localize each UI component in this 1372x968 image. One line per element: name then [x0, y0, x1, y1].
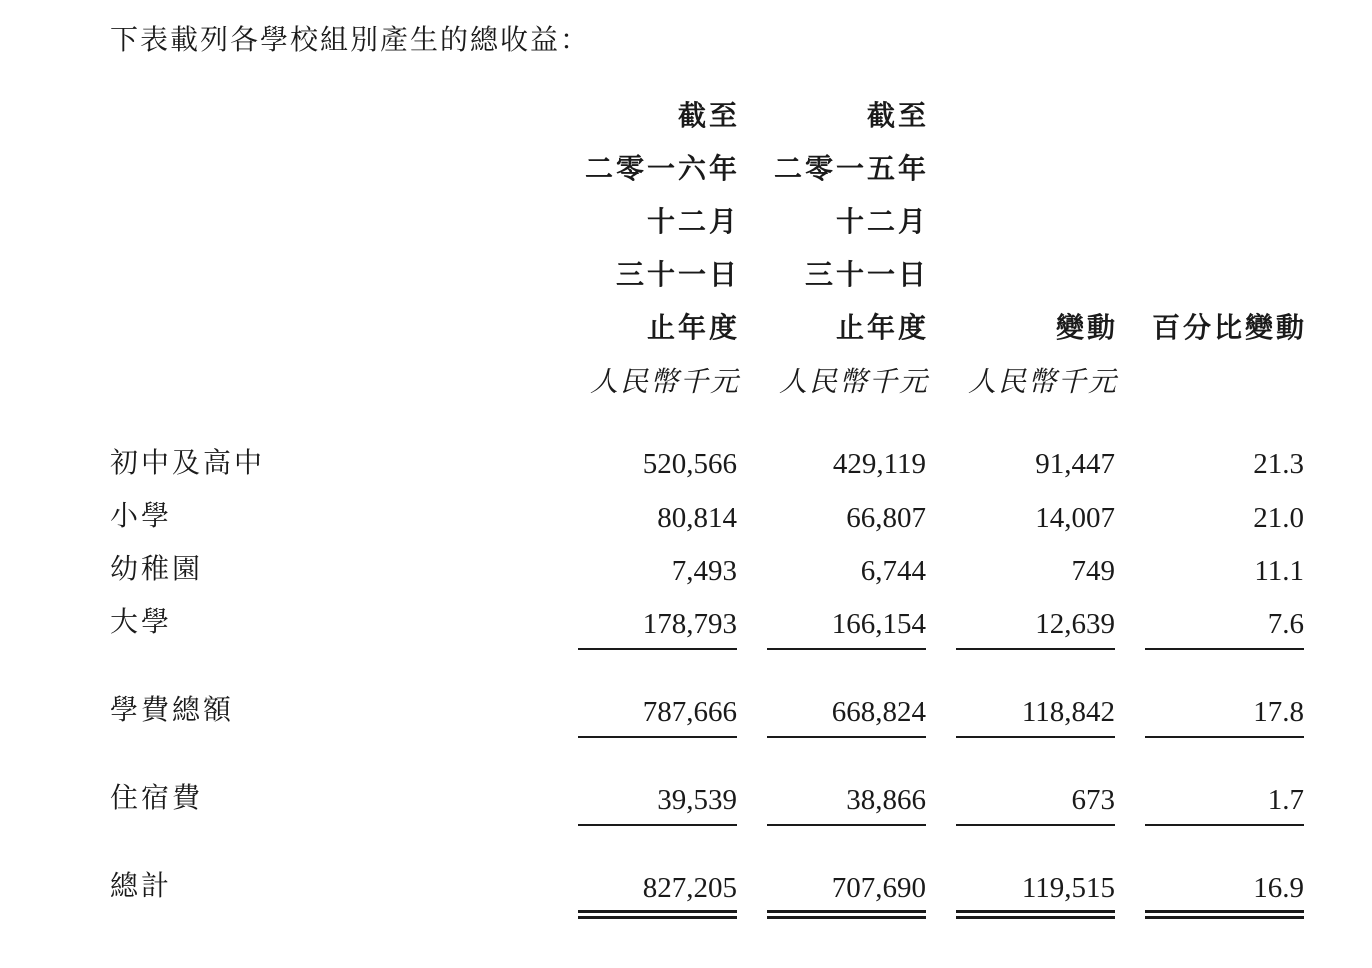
row3-col2: 12,639 — [1035, 608, 1115, 640]
row-label: 學費總額 — [110, 693, 235, 726]
row-label: 總計 — [110, 869, 173, 902]
col0-line1: 截至 — [677, 99, 740, 132]
total-double-rule — [767, 910, 926, 919]
row4-col1: 668,824 — [831, 696, 926, 728]
row0-col2: 91,447 — [1035, 448, 1115, 480]
row6-col2: 119,515 — [1021, 872, 1115, 904]
row3-col1: 166,154 — [831, 608, 926, 640]
row1-col2: 14,007 — [1035, 502, 1115, 534]
row1-col1: 66,807 — [846, 502, 926, 534]
col3-line5: 百分比變動 — [1151, 311, 1307, 344]
row2-col2: 749 — [1071, 555, 1115, 587]
row5-col0: 39,539 — [657, 784, 737, 816]
row6-col3: 16.9 — [1253, 872, 1304, 904]
row0-col0: 520,566 — [642, 448, 737, 480]
subtotal-rule — [767, 824, 926, 826]
subtotal-rule — [578, 736, 737, 738]
col0-unit: 人民幣千元 — [589, 365, 740, 398]
row6-col0: 827,205 — [642, 872, 737, 904]
total-double-rule — [1145, 910, 1304, 919]
row5-col1: 38,866 — [846, 784, 926, 816]
subtotal-rule — [767, 736, 926, 738]
row4-col3: 17.8 — [1253, 696, 1304, 728]
total-double-rule — [956, 910, 1115, 919]
row6-col1: 707,690 — [831, 872, 926, 904]
subtotal-rule — [1145, 648, 1304, 650]
subtotal-rule — [578, 648, 737, 650]
row4-col2: 118,842 — [1021, 696, 1115, 728]
row2-col1: 6,744 — [860, 555, 926, 587]
col1-line5: 止年度 — [835, 311, 929, 344]
col1-line3: 十二月 — [835, 205, 929, 238]
total-double-rule — [578, 910, 737, 919]
col2-unit: 人民幣千元 — [967, 365, 1118, 398]
subtotal-rule — [956, 736, 1115, 738]
subtotal-rule — [767, 648, 926, 650]
col1-unit: 人民幣千元 — [778, 365, 929, 398]
subtotal-rule — [956, 648, 1115, 650]
subtotal-rule — [1145, 736, 1304, 738]
row3-col0: 178,793 — [642, 608, 737, 640]
row4-col0: 787,666 — [642, 696, 737, 728]
col1-line4: 三十一日 — [804, 258, 929, 291]
subtotal-rule — [578, 824, 737, 826]
subtotal-rule — [956, 824, 1115, 826]
row1-col0: 80,814 — [657, 502, 737, 534]
row2-col3: 11.1 — [1254, 555, 1304, 587]
col2-line5: 變動 — [1055, 311, 1118, 344]
col1-line1: 截至 — [866, 99, 929, 132]
subtotal-rule — [1145, 824, 1304, 826]
row0-col1: 429,119 — [832, 448, 926, 480]
row3-col3: 7.6 — [1267, 608, 1304, 640]
row-label: 小學 — [110, 499, 173, 532]
col0-line5: 止年度 — [646, 311, 740, 344]
col0-line4: 三十一日 — [615, 258, 740, 291]
row-label: 住宿費 — [110, 781, 204, 814]
col1-line2: 二零一五年 — [773, 152, 929, 185]
row-label: 幼稚園 — [110, 552, 204, 585]
col0-line3: 十二月 — [646, 205, 740, 238]
intro-text: 下表載列各學校組別產生的總收益： — [110, 23, 591, 56]
row2-col0: 7,493 — [671, 555, 737, 587]
row0-col3: 21.3 — [1253, 448, 1304, 480]
row-label: 初中及高中 — [110, 446, 266, 479]
row5-col2: 673 — [1071, 784, 1115, 816]
col0-line2: 二零一六年 — [584, 152, 740, 185]
row1-col3: 21.0 — [1253, 502, 1304, 534]
row-label: 大學 — [110, 605, 173, 638]
row5-col3: 1.7 — [1267, 784, 1304, 816]
